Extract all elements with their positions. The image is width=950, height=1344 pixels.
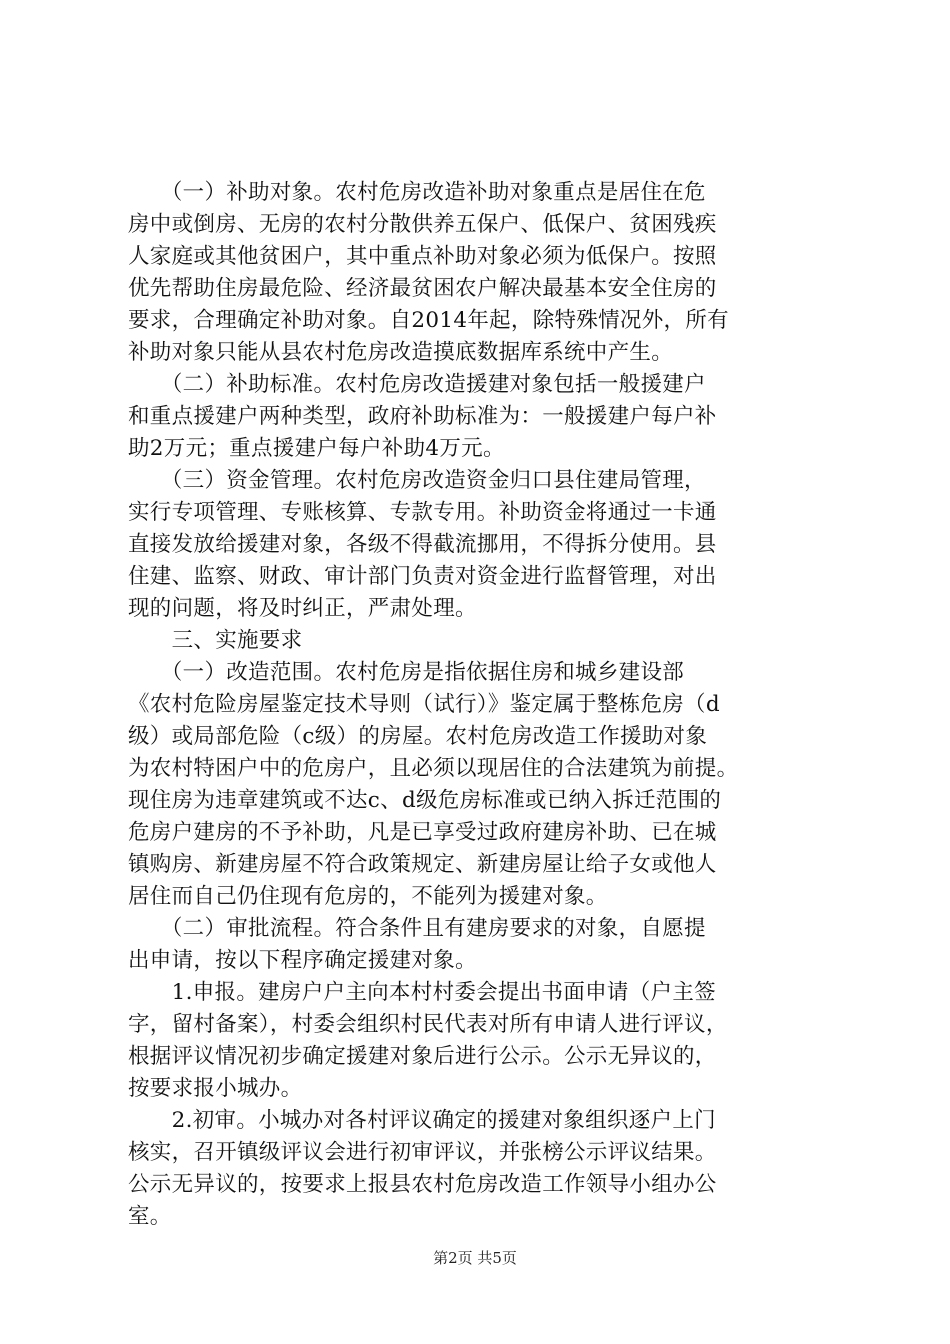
- text-line: 补助对象只能从县农村危房改造摸底数据库系统中产生。: [128, 340, 674, 365]
- text-line: 核实，召开镇级评议会进行初审评议，并张榜公示评议结果。: [128, 1140, 717, 1165]
- text-line: （二）审批流程。符合条件且有建房要求的对象，自愿提: [128, 916, 706, 941]
- text-line: 助2万元；重点援建户每户补助4万元。: [128, 436, 505, 461]
- text-line: 1.申报。建房户户主向本村村委会提出书面申请（户主签: [128, 980, 716, 1005]
- text-line: 实行专项管理、专账核算、专款专用。补助资金将通过一卡通: [128, 500, 717, 525]
- text-line: 直接发放给援建对象，各级不得截流挪用，不得拆分使用。县: [128, 532, 717, 557]
- document-body: [128, 177, 842, 1233]
- text-line: （一）改造范围。农村危房是指依据住房和城乡建设部: [128, 660, 685, 685]
- text-line: 优先帮助住房最危险、经济最贫困农户解决最基本安全住房的: [128, 276, 717, 301]
- text-line: 和重点援建户两种类型，政府补助标准为：一般援建户每户补: [128, 404, 717, 429]
- text-line: （一）补助对象。农村危房改造补助对象重点是居住在危: [128, 180, 706, 205]
- text-line: 《农村危险房屋鉴定技术导则（试行）》鉴定属于整栋危房（d: [128, 692, 720, 717]
- text-line: 根据评议情况初步确定援建对象后进行公示。公示无异议的，: [128, 1044, 717, 1069]
- text-line: 2.初审。小城办对各村评议确定的援建对象组织逐户上门: [128, 1108, 716, 1133]
- page-footer: 第2页 共5页: [433, 1249, 517, 1267]
- text-line: 现的问题，将及时纠正，严肃处理。: [128, 596, 477, 621]
- text-line: （二）补助标准。农村危房改造援建对象包括一般援建户: [128, 372, 706, 397]
- text-line: 现住房为违章建筑或不达c、d级危房标准或已纳入拆迁范围的: [128, 788, 722, 813]
- text-line: 居住而自己仍住现有危房的，不能列为援建对象。: [128, 884, 608, 909]
- text-line: 按要求报小城办。: [128, 1076, 303, 1101]
- text-line: 三、实施要求: [128, 628, 303, 653]
- text-line: 危房户建房的不予补助，凡是已享受过政府建房补助、已在城: [128, 820, 717, 845]
- text-line: 字，留村备案），村委会组织村民代表对所有申请人进行评议，: [128, 1012, 728, 1037]
- text-line: 要求，合理确定补助对象。自2014年起，除特殊情况外，所有: [128, 308, 729, 333]
- text-line: 住建、监察、财政、审计部门负责对资金进行监督管理，对出: [128, 564, 717, 589]
- text-line: 出申请，按以下程序确定援建对象。: [128, 948, 477, 973]
- text-line: （三）资金管理。农村危房改造资金归口县住建局管理，: [128, 468, 706, 493]
- text-line: 房中或倒房、无房的农村分散供养五保户、低保户、贫困残疾: [128, 212, 717, 237]
- text-line: 为农村特困户中的危房户，且必须以现居住的合法建筑为前提。: [128, 756, 739, 781]
- text-line: 镇购房、新建房屋不符合政策规定、新建房屋让给子女或他人: [128, 852, 717, 877]
- text-line: 公示无异议的，按要求上报县农村危房改造工作领导小组办公: [128, 1172, 717, 1197]
- text-line: 室。: [128, 1204, 172, 1229]
- text-line: 级）或局部危险（c级）的房屋。农村危房改造工作援助对象: [128, 724, 708, 749]
- text-line: 人家庭或其他贫困户，其中重点补助对象必须为低保户。按照: [128, 244, 717, 269]
